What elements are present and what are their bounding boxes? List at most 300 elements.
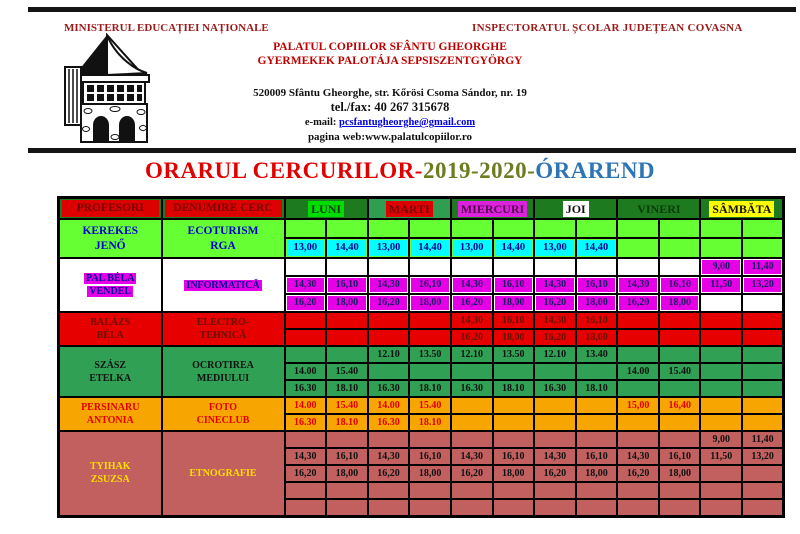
schedule-cell xyxy=(409,294,451,312)
schedule-cell xyxy=(493,258,535,276)
day-header-label: MARTI xyxy=(386,201,433,217)
schedule-cell xyxy=(451,363,493,380)
schedule-cell xyxy=(576,414,618,431)
time-chip: 14,30 xyxy=(536,278,574,292)
schedule-cell xyxy=(368,238,410,258)
time-chip: 16,40 xyxy=(668,400,691,411)
teacher-name-cell xyxy=(59,219,162,258)
schedule-cell xyxy=(368,276,410,294)
schedule-cell xyxy=(409,363,451,380)
schedule-cell xyxy=(451,482,493,499)
palace-name-hu: GYERMEKEK PALOTÁJA SEPSISZENTGYÖRGY xyxy=(257,55,523,67)
column-header-label: DENUMIRE CERC xyxy=(165,200,282,217)
schedule-cell xyxy=(493,448,535,465)
schedule-cell xyxy=(493,380,535,397)
schedule-body xyxy=(59,219,784,516)
schedule-cell xyxy=(700,346,742,363)
schedule-cell xyxy=(659,414,701,431)
schedule-cell xyxy=(409,258,451,276)
schedule-cell xyxy=(409,329,451,346)
time-chip: 11,50 xyxy=(702,278,740,292)
schedule-cell xyxy=(493,431,535,448)
schedule-cell xyxy=(326,312,368,329)
time-chip: 15,00 xyxy=(626,400,650,411)
day-header-label: SÂMBĂTA xyxy=(709,201,774,217)
schedule-cell xyxy=(368,431,410,448)
schedule-cell xyxy=(742,312,784,329)
schedule-header xyxy=(59,198,784,220)
schedule-cell xyxy=(659,258,701,276)
schedule-cell xyxy=(368,380,410,397)
web-line: pagina web:www.palatulcopiilor.ro xyxy=(307,131,473,143)
club-name-cell-label: FOTO xyxy=(208,402,238,413)
club-name-cell-label: RGA xyxy=(210,239,236,252)
schedule-cell xyxy=(493,329,535,346)
time-chip: 16,20 xyxy=(377,468,400,479)
schedule-cell xyxy=(576,312,618,329)
schedule-cell xyxy=(700,276,742,294)
schedule-cell xyxy=(576,329,618,346)
time-chip: 14,30 xyxy=(460,315,483,326)
schedule-cell xyxy=(659,448,701,465)
time-chip: 11,50 xyxy=(710,451,733,462)
column-header-label: PROFESORI xyxy=(62,200,159,217)
time-chip: 18.10 xyxy=(418,417,442,428)
schedule-cell xyxy=(368,363,410,380)
schedule-cell xyxy=(409,482,451,499)
time-chip: 16,20 xyxy=(460,332,483,343)
schedule-cell xyxy=(659,219,701,238)
schedule-cell xyxy=(285,294,327,312)
schedule-cell xyxy=(534,346,576,363)
time-chip: 16,10 xyxy=(418,451,442,462)
time-chip: 14,30 xyxy=(453,278,491,292)
time-chip: 18,00 xyxy=(668,468,691,479)
email-label: e-mail: xyxy=(304,117,340,128)
time-chip: 18.10 xyxy=(335,417,359,428)
schedule-cell xyxy=(700,312,742,329)
schedule-cell xyxy=(700,397,742,414)
time-chip: 16,10 xyxy=(585,451,608,462)
time-chip: 18,00 xyxy=(585,468,608,479)
schedule-cell xyxy=(285,276,327,294)
time-chip: 13.40 xyxy=(585,349,608,360)
time-chip: 14,30 xyxy=(460,451,483,462)
time-chip: 18.10 xyxy=(585,383,608,394)
schedule-cell xyxy=(576,346,618,363)
time-chip: 14.00 xyxy=(294,366,317,377)
teacher-name-cell-label: BÉLA xyxy=(96,330,124,341)
schedule-cell xyxy=(326,397,368,414)
club-name-cell xyxy=(162,431,285,516)
club-name-cell-label: ECOTURISM xyxy=(187,224,259,237)
palace-name-ro: PALATUL COPIILOR SFÂNTU GHEORGHE xyxy=(273,41,507,53)
schedule-cell xyxy=(326,238,368,258)
schedule-cell xyxy=(534,380,576,397)
club-name-cell xyxy=(162,312,285,346)
time-chip: 16.30 xyxy=(543,383,567,394)
mid-rule xyxy=(28,148,796,153)
schedule-cell xyxy=(617,346,659,363)
schedule-cell xyxy=(493,397,535,414)
schedule-cell xyxy=(368,294,410,312)
time-chip: 14,40 xyxy=(495,240,533,256)
time-chip: 16,10 xyxy=(578,278,616,292)
schedule-cell xyxy=(451,431,493,448)
title-hungarian: ÓRAREND xyxy=(535,158,656,183)
schedule-cell xyxy=(534,499,576,516)
time-chip: 18.10 xyxy=(335,383,359,394)
schedule-cell xyxy=(534,482,576,499)
schedule-cell xyxy=(700,329,742,346)
schedule-cell xyxy=(368,329,410,346)
time-chip: 16,20 xyxy=(294,468,317,479)
schedule-cell xyxy=(285,258,327,276)
day-header-marti xyxy=(368,198,451,220)
time-chip: 15.40 xyxy=(335,400,359,411)
time-chip: 13,00 xyxy=(370,240,408,256)
time-chip: 18.10 xyxy=(502,383,525,394)
time-chip: 14,40 xyxy=(578,240,616,256)
page-title xyxy=(0,158,800,184)
time-chip: 16,10 xyxy=(661,278,699,292)
schedule-cell xyxy=(617,312,659,329)
schedule-cell xyxy=(534,448,576,465)
time-chip: 16,20 xyxy=(370,296,408,310)
time-chip: 16,10 xyxy=(335,451,359,462)
schedule-cell xyxy=(659,294,701,312)
schedule-cell xyxy=(617,380,659,397)
time-chip: 16.30 xyxy=(377,417,400,428)
teacher-name-cell xyxy=(59,397,162,431)
schedule-cell xyxy=(659,499,701,516)
schedule-cell xyxy=(451,465,493,482)
time-chip: 14.00 xyxy=(377,400,400,411)
schedule-cell xyxy=(326,258,368,276)
teacher-name-cell-label: PAL BÉLA xyxy=(86,273,135,284)
schedule-cell xyxy=(409,431,451,448)
schedule-cell xyxy=(534,312,576,329)
schedule-cell xyxy=(534,329,576,346)
schedule-cell xyxy=(451,276,493,294)
schedule-cell xyxy=(451,397,493,414)
schedule-cell xyxy=(451,414,493,431)
teacher-name-cell-label: ANTONIA xyxy=(86,415,134,426)
time-chip: 14,40 xyxy=(411,240,449,256)
schedule-cell xyxy=(285,238,327,258)
schedule-cell xyxy=(576,448,618,465)
schedule-cell xyxy=(285,312,327,329)
title-years: 2019-2020- xyxy=(422,158,536,183)
time-chip: 16.30 xyxy=(294,417,317,428)
schedule-cell xyxy=(451,219,493,238)
time-chip: 14,30 xyxy=(370,278,408,292)
day-header-joi xyxy=(534,198,617,220)
time-chip: 9,00 xyxy=(702,260,740,274)
schedule-cell xyxy=(742,397,784,414)
inspectorate-heading: INSPECTORATUL ȘCOLAR JUDEȚEAN COVASNA xyxy=(472,22,743,34)
club-name-cell xyxy=(162,219,285,258)
time-chip: 18,00 xyxy=(578,296,616,310)
schedule-cell xyxy=(576,482,618,499)
time-chip: 18,00 xyxy=(502,468,525,479)
schedule-cell xyxy=(451,294,493,312)
schedule-cell xyxy=(700,431,742,448)
teacher-name-cell-label: ZSUZSA xyxy=(90,474,130,486)
schedule-cell xyxy=(409,238,451,258)
schedule-cell xyxy=(742,414,784,431)
schedule-cell xyxy=(617,294,659,312)
time-chip: 16,20 xyxy=(460,468,483,479)
schedule-cell xyxy=(576,238,618,258)
time-chip: 14,30 xyxy=(294,451,317,462)
schedule-cell xyxy=(368,465,410,482)
club-name-cell xyxy=(162,346,285,397)
schedule-cell xyxy=(285,414,327,431)
email-link[interactable]: pcsfantugheorghe@gmail.com xyxy=(339,117,476,128)
schedule-cell xyxy=(409,414,451,431)
schedule-cell xyxy=(534,276,576,294)
time-chip: 18,00 xyxy=(502,332,525,343)
schedule-cell xyxy=(700,219,742,238)
schedule-cell xyxy=(493,363,535,380)
schedule-cell xyxy=(659,238,701,258)
schedule-cell xyxy=(576,294,618,312)
schedule-cell xyxy=(617,448,659,465)
schedule-cell xyxy=(742,482,784,499)
schedule-cell xyxy=(534,238,576,258)
schedule-cell xyxy=(742,448,784,465)
schedule-cell xyxy=(326,499,368,516)
schedule-cell xyxy=(659,465,701,482)
time-chip: 16,20 xyxy=(287,296,325,310)
schedule-cell xyxy=(700,380,742,397)
time-chip: 9,00 xyxy=(712,434,731,445)
time-chip: 16,20 xyxy=(619,296,657,310)
schedule-cell xyxy=(493,276,535,294)
schedule-cell xyxy=(617,329,659,346)
club-name-cell-label: CINECLUB xyxy=(196,415,250,426)
schedule-cell xyxy=(326,276,368,294)
time-chip: 18,00 xyxy=(328,296,366,310)
schedule-cell xyxy=(451,258,493,276)
day-header-label: JOI xyxy=(563,201,589,217)
schedule-cell xyxy=(742,238,784,258)
teacher-name-cell-label: BALÁZS xyxy=(90,317,131,328)
teacher-name-cell-label: VENDEL xyxy=(89,286,132,297)
schedule-cell xyxy=(451,346,493,363)
time-chip: 18,00 xyxy=(411,296,449,310)
schedule-cell xyxy=(493,312,535,329)
schedule-cell xyxy=(700,482,742,499)
schedule-cell xyxy=(326,294,368,312)
column-header-profesori xyxy=(59,198,162,220)
time-chip: 12.10 xyxy=(377,349,400,360)
schedule-cell xyxy=(285,448,327,465)
schedule-cell xyxy=(368,482,410,499)
club-name-cell-label: INFORMATICĂ xyxy=(186,279,260,291)
time-chip: 16,20 xyxy=(536,296,574,310)
schedule-cell xyxy=(326,465,368,482)
schedule-cell xyxy=(493,219,535,238)
schedule-cell xyxy=(534,294,576,312)
schedule-cell xyxy=(742,219,784,238)
schedule-cell xyxy=(326,482,368,499)
schedule-cell xyxy=(534,465,576,482)
time-chip: 16,20 xyxy=(453,296,491,310)
schedule-cell xyxy=(493,294,535,312)
schedule-cell xyxy=(451,312,493,329)
schedule-cell xyxy=(576,380,618,397)
schedule-cell xyxy=(451,329,493,346)
title-romanian: ORARUL CERCURILOR- xyxy=(144,158,423,183)
club-name-cell xyxy=(162,397,285,431)
schedule-cell xyxy=(742,276,784,294)
schedule-cell xyxy=(534,363,576,380)
schedule-cell xyxy=(285,465,327,482)
time-chip: 18,00 xyxy=(335,468,359,479)
time-chip: 14,40 xyxy=(328,240,366,256)
schedule-cell xyxy=(368,414,410,431)
time-chip: 16,10 xyxy=(495,278,533,292)
time-chip: 12.10 xyxy=(460,349,483,360)
time-chip: 13,00 xyxy=(453,240,491,256)
day-header-miercuri xyxy=(451,198,534,220)
schedule-cell xyxy=(617,431,659,448)
schedule-cell xyxy=(617,482,659,499)
time-chip: 14,30 xyxy=(543,451,567,462)
time-chip: 15.40 xyxy=(418,400,442,411)
schedule-cell xyxy=(534,219,576,238)
schedule-cell xyxy=(409,380,451,397)
time-chip: 18,00 xyxy=(661,296,699,310)
schedule-cell xyxy=(285,346,327,363)
time-chip: 16,10 xyxy=(328,278,366,292)
club-name-cell-label: TEHNICĂ xyxy=(199,330,247,341)
top-rule xyxy=(28,7,796,12)
time-chip: 16.30 xyxy=(294,383,317,394)
time-chip: 16,10 xyxy=(668,451,691,462)
time-chip: 16,10 xyxy=(502,451,525,462)
schedule-cell xyxy=(326,431,368,448)
schedule-cell xyxy=(617,397,659,414)
schedule-cell xyxy=(742,258,784,276)
schedule-cell xyxy=(409,219,451,238)
schedule-cell xyxy=(659,363,701,380)
schedule-cell xyxy=(700,238,742,258)
schedule-cell xyxy=(368,448,410,465)
schedule-cell xyxy=(659,276,701,294)
time-chip: 16,20 xyxy=(543,468,567,479)
schedule-cell xyxy=(742,294,784,312)
day-header-smbta xyxy=(700,198,783,220)
schedule-cell xyxy=(617,219,659,238)
schedule-cell xyxy=(285,219,327,238)
time-chip: 13,00 xyxy=(536,240,574,256)
time-chip: 11,40 xyxy=(744,260,781,274)
schedule-cell xyxy=(534,258,576,276)
time-chip: 14.00 xyxy=(294,400,317,411)
teacher-name-cell-label: PERSINARU xyxy=(81,402,140,413)
schedule-cell xyxy=(700,363,742,380)
teacher-name-cell-label: KEREKES xyxy=(82,224,139,237)
teacher-name-cell-label: SZÁSZ xyxy=(94,359,127,371)
schedule-cell xyxy=(659,380,701,397)
time-chip: 18,00 xyxy=(585,332,608,343)
time-chip: 16,10 xyxy=(411,278,449,292)
schedule-cell xyxy=(576,363,618,380)
day-header-vineri xyxy=(617,198,700,220)
schedule-cell xyxy=(700,465,742,482)
time-chip: 18,00 xyxy=(495,296,533,310)
schedule-cell xyxy=(493,482,535,499)
club-name-cell xyxy=(162,258,285,312)
schedule-cell xyxy=(534,414,576,431)
schedule-cell xyxy=(742,363,784,380)
schedule-cell xyxy=(700,258,742,276)
schedule-cell xyxy=(617,465,659,482)
schedule-cell xyxy=(285,329,327,346)
teacher-name-cell-label: ETELKA xyxy=(89,372,132,384)
schedule-cell xyxy=(493,346,535,363)
time-chip: 16,20 xyxy=(626,468,650,479)
address-line: 520009 Sfântu Gheorghe, str. Kőrösi Csoma Sándor, nr. 19 xyxy=(253,87,527,99)
club-name-cell-label: OCROTIREA xyxy=(192,359,254,371)
schedule-cell xyxy=(659,329,701,346)
schedule-cell xyxy=(576,431,618,448)
schedule-cell xyxy=(326,448,368,465)
club-name-cell-label: ELECTRO- xyxy=(196,317,250,328)
time-chip: 13,20 xyxy=(744,278,781,292)
schedule-cell xyxy=(368,312,410,329)
time-chip: 12.10 xyxy=(543,349,567,360)
schedule-cell xyxy=(409,499,451,516)
teacher-name-cell-label: JENŐ xyxy=(94,239,126,252)
schedule-cell xyxy=(326,380,368,397)
schedule-cell xyxy=(326,363,368,380)
schedule-cell xyxy=(326,329,368,346)
schedule-cell xyxy=(409,312,451,329)
schedule-cell xyxy=(285,431,327,448)
schedule-cell xyxy=(285,363,327,380)
time-chip: 14.00 xyxy=(626,366,650,377)
column-header-denumire-cerc xyxy=(162,198,285,220)
schedule-cell xyxy=(493,414,535,431)
schedule-cell xyxy=(659,397,701,414)
schedule-cell xyxy=(409,465,451,482)
schedule-cell xyxy=(700,448,742,465)
schedule-cell xyxy=(617,258,659,276)
day-header-luni xyxy=(285,198,368,220)
schedule-cell xyxy=(700,414,742,431)
schedule-cell xyxy=(326,346,368,363)
club-name-cell-label: ETNOGRAFIE xyxy=(189,467,257,479)
time-chip: 16.30 xyxy=(460,383,483,394)
schedule-cell xyxy=(451,448,493,465)
day-header-label: VINERI xyxy=(637,201,681,216)
schedule-cell xyxy=(576,219,618,238)
time-chip: 18.10 xyxy=(418,383,442,394)
schedule-cell xyxy=(493,238,535,258)
schedule-cell xyxy=(285,482,327,499)
schedule-cell xyxy=(742,329,784,346)
time-chip: 16,10 xyxy=(502,315,525,326)
time-chip: 16,10 xyxy=(585,315,608,326)
schedule-cell xyxy=(493,465,535,482)
schedule-cell xyxy=(700,294,742,312)
schedule-cell xyxy=(742,465,784,482)
schedule-cell xyxy=(368,397,410,414)
